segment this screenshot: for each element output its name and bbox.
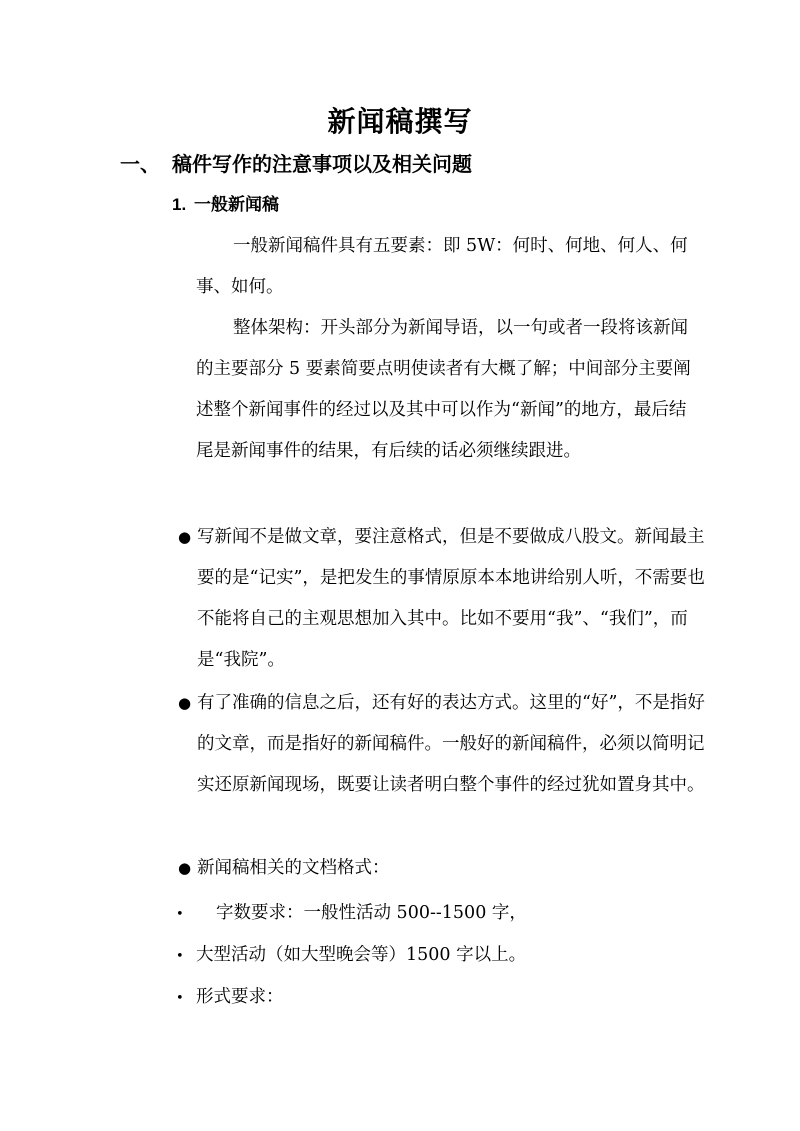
- sub-bullet-marker: •: [176, 991, 184, 1006]
- sub-bullet-item: [176, 977, 696, 1019]
- item-heading-text: 一般新闻稿: [194, 195, 279, 215]
- sub-bullet-marker: •: [176, 907, 184, 922]
- sub-bullet-text: 形式要求：: [196, 987, 284, 1007]
- bullet-item: [178, 517, 717, 681]
- sub-bullet-marker: •: [176, 949, 184, 964]
- sub-bullet-item: [176, 935, 696, 977]
- sub-bullet-text: 大型活动（如大型晚会等）1500 字以上。: [196, 945, 527, 965]
- bullet-item: [178, 848, 717, 889]
- section-number: 一、: [120, 152, 160, 176]
- section-heading-text: 稿件写作的注意事项以及相关问题: [172, 152, 472, 176]
- bullet-text: 新闻稿相关的文档格式：: [197, 858, 390, 878]
- sub-bullet-item: [176, 893, 696, 935]
- bullet-marker: ●: [178, 528, 192, 546]
- item-heading: [172, 190, 279, 215]
- bullet-item: [178, 683, 717, 806]
- paragraph-five-elements: 一般新闻稿件具有五要素：即 5W：何时、何地、何人、何事、如何。: [196, 236, 688, 297]
- bullet-text: 写新闻不是做文章，要注意格式，但是不要做成八股文。新闻最主要的是“记实”，是把发生的事情原原本本地讲给别人听，不需要也不能将自己的主观思想加入其中。比如不要用“我”、“我们”，而是“我院”。: [197, 527, 705, 670]
- item-number: 1.: [172, 195, 187, 214]
- section-heading: [120, 148, 472, 177]
- paragraph-structure: 整体架构：开头部分为新闻导语，以一句或者一段将该新闻的主要部分 5 要素简要点明使读者有大概了解；中间部分主要阐述整个新闻事件的经过以及其中可以作为“新闻”的地方，最后结尾是新闻事件的结果，有后续的话必须继续跟进。: [196, 318, 691, 461]
- sub-bullet-text: 字数要求：一般性活动 500--1500 字，: [216, 903, 527, 923]
- bullet-text: 有了准确的信息之后，还有好的表达方式。这里的“好”，不是指好的文章，而是指好的新闻稿件。一般好的新闻稿件，必须以简明记实还原新闻现场，既要让读者明白整个事件的经过犹如置身其中。: [197, 693, 705, 795]
- bullet-marker: ●: [178, 859, 192, 877]
- document-title: 新闻稿撰写: [327, 105, 473, 138]
- bullet-marker: ●: [178, 694, 192, 712]
